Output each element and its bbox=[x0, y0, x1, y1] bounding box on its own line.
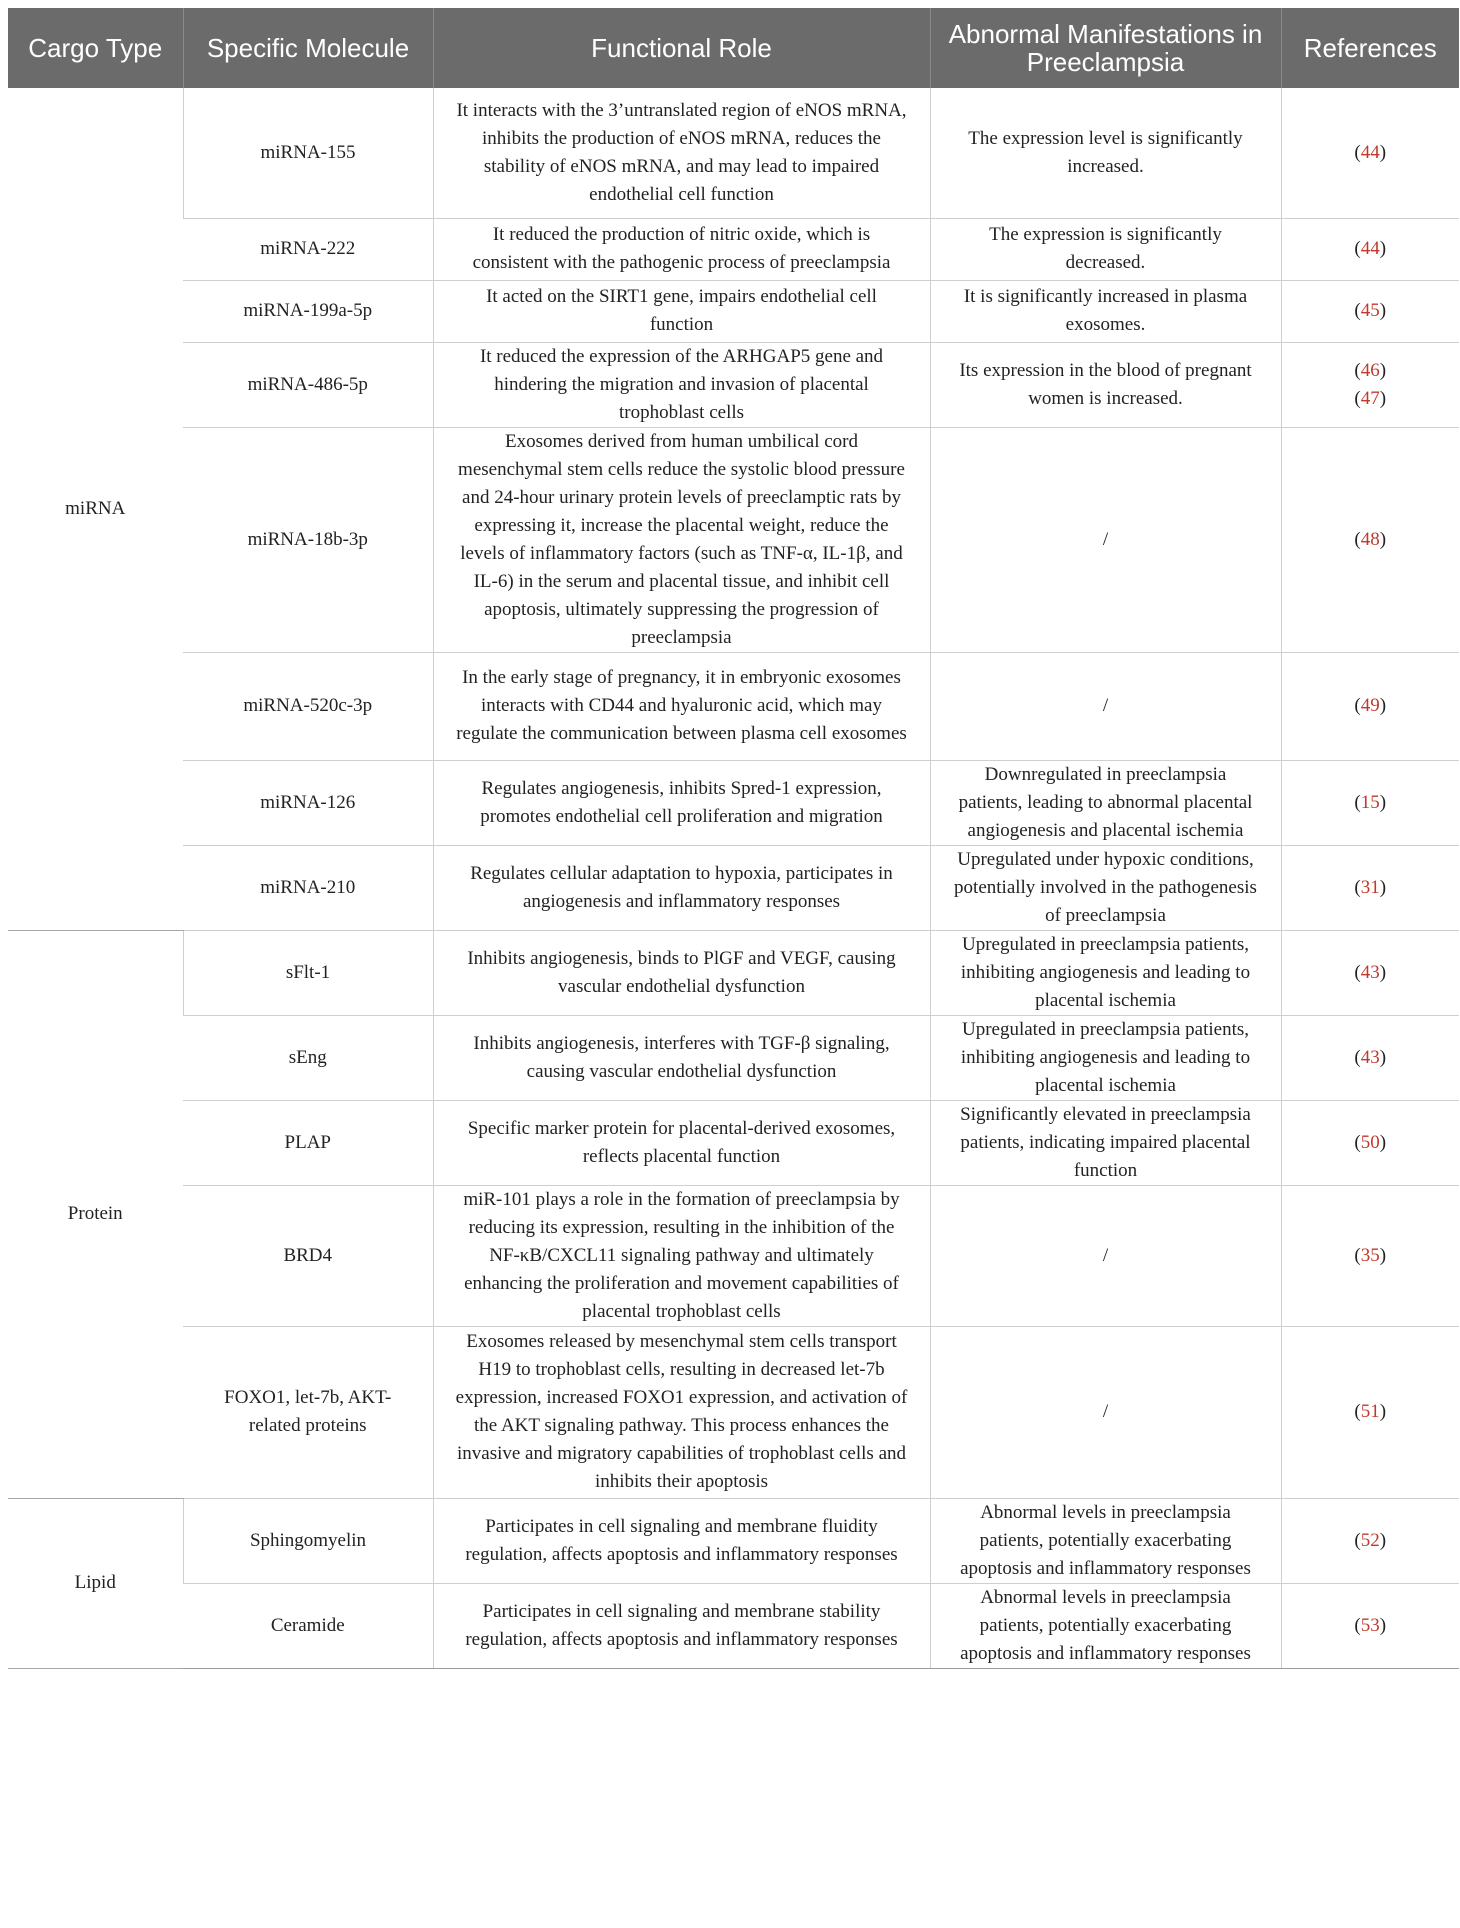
reference-link[interactable]: 51 bbox=[1360, 1401, 1380, 1422]
functional-role-cell: Inhibits angiogenesis, interferes with TGF-β signaling, causing vascular endothelial dysfunction bbox=[433, 1015, 930, 1100]
abnormal-manifestation-cell: The expression is significantly decreased. bbox=[930, 218, 1281, 280]
reference-citation[interactable]: (52) bbox=[1354, 1529, 1387, 1551]
functional-role-cell: miR-101 plays a role in the formation of preeclampsia by reducing its expression, resulting in the inhibition of the NF-κB/CXCL11 signaling pathway and ultimately enhancing the proliferation and movement capabilities of placental trophoblast cells bbox=[433, 1185, 930, 1326]
functional-role-cell: It reduced the expression of the ARHGAP5 gene and hindering the migration and invasion of placental trophoblast cells bbox=[433, 342, 930, 427]
abnormal-manifestation-cell: Significantly elevated in preeclampsia patients, indicating impaired placental function bbox=[930, 1100, 1281, 1185]
abnormal-manifestation-cell: / bbox=[930, 1326, 1281, 1498]
header-functional-role: Functional Role bbox=[433, 8, 930, 88]
specific-molecule-cell: sEng bbox=[183, 1015, 433, 1100]
functional-role-cell: Specific marker protein for placental-derived exosomes, reflects placental function bbox=[433, 1100, 930, 1185]
specific-molecule-cell: PLAP bbox=[183, 1100, 433, 1185]
specific-molecule-cell: miRNA-210 bbox=[183, 845, 433, 930]
functional-role-cell: It acted on the SIRT1 gene, impairs endothelial cell function bbox=[433, 280, 930, 342]
reference-citation[interactable]: (47) bbox=[1354, 387, 1387, 409]
table-row bbox=[8, 427, 1459, 652]
reference-citation[interactable]: (50) bbox=[1354, 1131, 1387, 1153]
abnormal-manifestation-cell: Upregulated under hypoxic conditions, potentially involved in the pathogenesis of preeclampsia bbox=[930, 845, 1281, 930]
specific-molecule-cell: miRNA-18b-3p bbox=[183, 427, 433, 652]
header-abnormal-manifestations: Abnormal Manifestations in Preeclampsia bbox=[930, 8, 1281, 88]
reference-citation[interactable]: (31) bbox=[1354, 876, 1387, 898]
table-row bbox=[8, 218, 1459, 280]
functional-role-cell: Regulates cellular adaptation to hypoxia, participates in angiogenesis and inflammatory responses bbox=[433, 845, 930, 930]
header-cargo-type: Cargo Type bbox=[8, 8, 183, 88]
functional-role-cell: Participates in cell signaling and membrane fluidity regulation, affects apoptosis and inflammatory responses bbox=[433, 1498, 930, 1583]
table-row bbox=[8, 652, 1459, 760]
references-cell bbox=[1281, 760, 1459, 845]
table-container bbox=[8, 8, 1459, 1669]
reference-citation[interactable]: (43) bbox=[1354, 961, 1387, 983]
specific-molecule-cell: miRNA-222 bbox=[183, 218, 433, 280]
functional-role-cell: It reduced the production of nitric oxide, which is consistent with the pathogenic process of preeclampsia bbox=[433, 218, 930, 280]
reference-link[interactable]: 31 bbox=[1360, 876, 1380, 898]
reference-link[interactable]: 53 bbox=[1360, 1614, 1380, 1636]
reference-link[interactable]: 50 bbox=[1360, 1131, 1380, 1153]
specific-molecule-cell: miRNA-520c-3p bbox=[183, 652, 433, 760]
references-cell bbox=[1281, 88, 1459, 218]
abnormal-manifestation-cell: Upregulated in preeclampsia patients, inhibiting angiogenesis and leading to placental ischemia bbox=[930, 1015, 1281, 1100]
functional-role-cell: Exosomes released by mesenchymal stem cells transport H19 to trophoblast cells, resulting in decreased let-7b expression, increased FOXO1 expression, and activation of the AKT signaling pathway. This process enhances the invasive and migratory capabilities of trophoblast cells and inhibits their apoptosis bbox=[433, 1326, 930, 1498]
specific-molecule-cell: Sphingomyelin bbox=[183, 1498, 433, 1583]
reference-citation[interactable]: (35) bbox=[1354, 1244, 1387, 1266]
cargo-type-cell: Protein bbox=[8, 930, 183, 1498]
reference-link[interactable]: 48 bbox=[1360, 528, 1380, 550]
abnormal-manifestation-cell: / bbox=[930, 1185, 1281, 1326]
table-row bbox=[8, 1185, 1459, 1326]
references-cell bbox=[1281, 1583, 1459, 1668]
table-row bbox=[8, 280, 1459, 342]
references-cell bbox=[1281, 280, 1459, 342]
table-row bbox=[8, 1100, 1459, 1185]
header-references: References bbox=[1281, 8, 1459, 88]
abnormal-manifestation-cell: The expression level is significantly increased. bbox=[930, 88, 1281, 218]
references-cell bbox=[1281, 1100, 1459, 1185]
reference-citation[interactable]: (45) bbox=[1354, 300, 1387, 321]
reference-citation[interactable]: (44) bbox=[1354, 238, 1387, 259]
functional-role-cell: It interacts with the 3’untranslated region of eNOS mRNA, inhibits the production of eNOS mRNA, reduces the stability of eNOS mRNA, and may lead to impaired endothelial cell function bbox=[433, 88, 930, 218]
specific-molecule-cell: FOXO1, let-7b, AKT-related proteins bbox=[183, 1326, 433, 1498]
references-cell bbox=[1281, 845, 1459, 930]
references-cell bbox=[1281, 218, 1459, 280]
header-row bbox=[8, 8, 1459, 88]
reference-citation[interactable]: (43) bbox=[1354, 1046, 1387, 1068]
references-cell bbox=[1281, 1185, 1459, 1326]
reference-citation[interactable]: (53) bbox=[1354, 1614, 1387, 1636]
references-cell bbox=[1281, 427, 1459, 652]
functional-role-cell: In the early stage of pregnancy, it in embryonic exosomes interacts with CD44 and hyaluronic acid, which may regulate the communication between plasma cell exosomes bbox=[433, 652, 930, 760]
cargo-type-cell: Lipid bbox=[8, 1498, 183, 1668]
reference-link[interactable]: 52 bbox=[1360, 1529, 1380, 1551]
table-body bbox=[8, 88, 1459, 1668]
table-row bbox=[8, 342, 1459, 427]
table-row bbox=[8, 1015, 1459, 1100]
table-row bbox=[8, 1583, 1459, 1668]
references-cell bbox=[1281, 1326, 1459, 1498]
functional-role-cell: Inhibits angiogenesis, binds to PlGF and VEGF, causing vascular endothelial dysfunction bbox=[433, 930, 930, 1015]
reference-link[interactable]: 15 bbox=[1360, 791, 1380, 813]
reference-citation[interactable]: (44) bbox=[1354, 141, 1387, 163]
cargo-type-cell: miRNA bbox=[8, 88, 183, 930]
abnormal-manifestation-cell: Upregulated in preeclampsia patients, inhibiting angiogenesis and leading to placental ischemia bbox=[930, 930, 1281, 1015]
table-row bbox=[8, 1498, 1459, 1583]
reference-link[interactable]: 49 bbox=[1360, 695, 1380, 716]
references-cell bbox=[1281, 1015, 1459, 1100]
abnormal-manifestation-cell: Downregulated in preeclampsia patients, leading to abnormal placental angiogenesis and placental ischemia bbox=[930, 760, 1281, 845]
specific-molecule-cell: miRNA-126 bbox=[183, 760, 433, 845]
abnormal-manifestation-cell: Abnormal levels in preeclampsia patients, potentially exacerbating apoptosis and inflammatory responses bbox=[930, 1498, 1281, 1583]
header-specific-molecule: Specific Molecule bbox=[183, 8, 433, 88]
abnormal-manifestation-cell: / bbox=[930, 427, 1281, 652]
specific-molecule-cell: miRNA-486-5p bbox=[183, 342, 433, 427]
reference-link[interactable]: 43 bbox=[1360, 1046, 1380, 1068]
reference-link[interactable]: 47 bbox=[1360, 387, 1380, 409]
reference-citation[interactable]: (51) bbox=[1354, 1401, 1387, 1422]
reference-citation[interactable]: (15) bbox=[1354, 791, 1387, 813]
references-cell bbox=[1281, 1498, 1459, 1583]
reference-citation[interactable]: (49) bbox=[1354, 695, 1387, 716]
abnormal-manifestation-cell: Its expression in the blood of pregnant women is increased. bbox=[930, 342, 1281, 427]
functional-role-cell: Regulates angiogenesis, inhibits Spred-1 expression, promotes endothelial cell proliferation and migration bbox=[433, 760, 930, 845]
reference-link[interactable]: 44 bbox=[1360, 141, 1380, 163]
specific-molecule-cell: Ceramide bbox=[183, 1583, 433, 1668]
reference-link[interactable]: 46 bbox=[1360, 359, 1380, 381]
specific-molecule-cell: sFlt-1 bbox=[183, 930, 433, 1015]
specific-molecule-cell: BRD4 bbox=[183, 1185, 433, 1326]
functional-role-cell: Exosomes derived from human umbilical cord mesenchymal stem cells reduce the systolic blood pressure and 24-hour urinary protein levels of preeclamptic rats by expressing it, increase the placental weight, reduce the levels of inflammatory factors (such as TNF-α, IL-1β, and IL-6) in the serum and placental tissue, and inhibit cell apoptosis, ultimately suppressing the progression of preeclampsia bbox=[433, 427, 930, 652]
references-cell bbox=[1281, 930, 1459, 1015]
specific-molecule-cell: miRNA-199a-5p bbox=[183, 280, 433, 342]
abnormal-manifestation-cell: It is significantly increased in plasma exosomes. bbox=[930, 280, 1281, 342]
reference-citation[interactable]: (46) bbox=[1354, 359, 1387, 381]
reference-link[interactable]: 44 bbox=[1360, 238, 1380, 259]
table-row bbox=[8, 845, 1459, 930]
table-row bbox=[8, 1326, 1459, 1498]
specific-molecule-cell: miRNA-155 bbox=[183, 88, 433, 218]
reference-link[interactable]: 35 bbox=[1360, 1244, 1380, 1266]
table-row bbox=[8, 88, 1459, 218]
reference-link[interactable]: 45 bbox=[1360, 300, 1380, 321]
abnormal-manifestation-cell: / bbox=[930, 652, 1281, 760]
references-cell bbox=[1281, 652, 1459, 760]
table-header bbox=[8, 8, 1459, 88]
functional-role-cell: Participates in cell signaling and membrane stability regulation, affects apoptosis and inflammatory responses bbox=[433, 1583, 930, 1668]
cargo-table bbox=[8, 8, 1459, 1669]
reference-link[interactable]: 43 bbox=[1360, 961, 1380, 983]
reference-citation[interactable]: (48) bbox=[1354, 528, 1387, 550]
abnormal-manifestation-cell: Abnormal levels in preeclampsia patients, potentially exacerbating apoptosis and inflammatory responses bbox=[930, 1583, 1281, 1668]
references-cell bbox=[1281, 342, 1459, 427]
table-row bbox=[8, 930, 1459, 1015]
table-row bbox=[8, 760, 1459, 845]
